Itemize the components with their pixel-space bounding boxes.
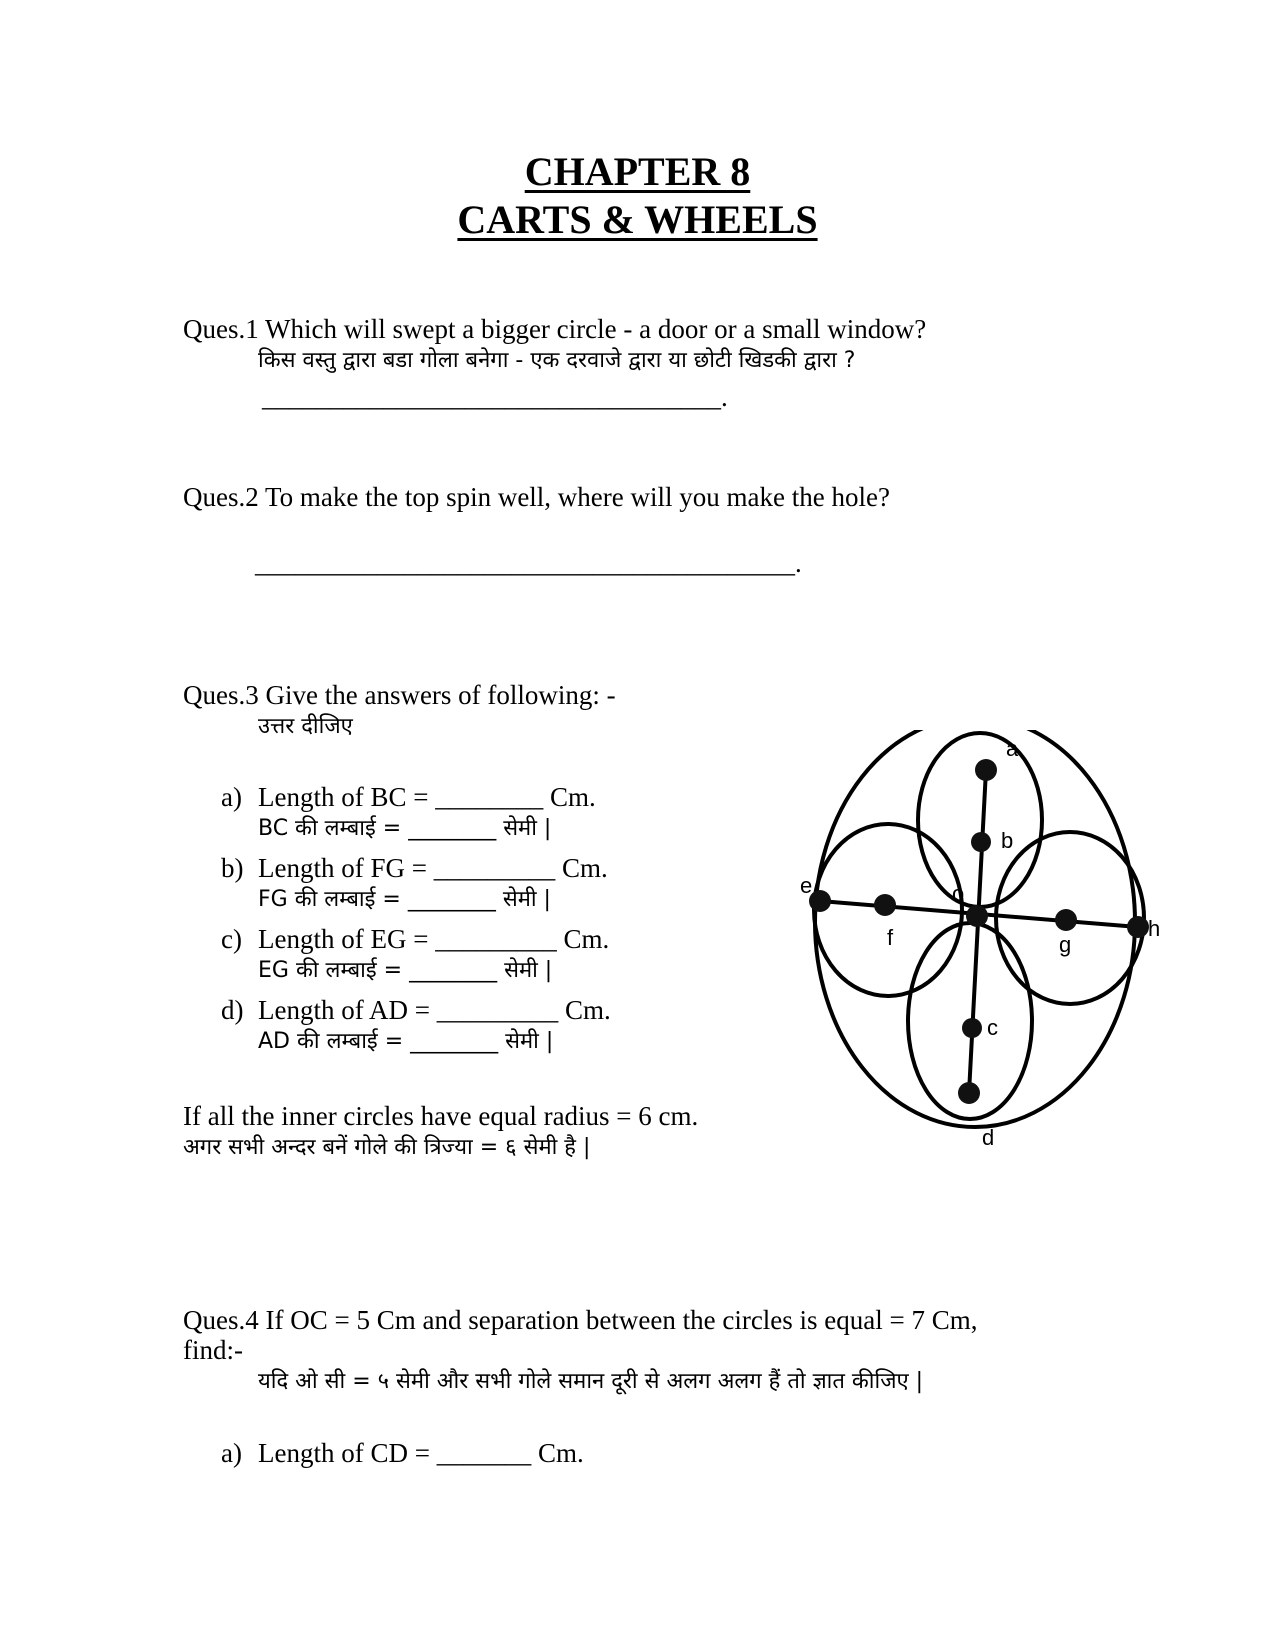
point-a xyxy=(975,759,997,781)
point-f xyxy=(874,894,896,916)
item-d-hindi[interactable]: AD की लम्बाई = ________ सेमी | xyxy=(258,1029,554,1054)
wheel-diagram xyxy=(790,730,1190,1220)
label-d: d xyxy=(982,1125,995,1150)
question-4: Ques.4 If OC = 5 Cm and separation between the circles is equal = 7 Cm, xyxy=(183,1305,978,1335)
item-a-text[interactable]: Length of BC = ________ Cm. xyxy=(258,782,596,812)
label-a: a xyxy=(1006,736,1019,761)
vertical-diameter xyxy=(969,770,986,1093)
q4-item-marker-a: a) xyxy=(221,1438,242,1468)
point-o xyxy=(966,905,988,927)
question-3: Ques.3 Give the answers of following: - xyxy=(183,680,616,710)
chapter-number: CHAPTER 8 xyxy=(524,149,751,194)
answer-line-2[interactable]: ________________________________________. xyxy=(255,548,802,578)
item-marker-c: c) xyxy=(221,924,242,954)
radius-note: If all the inner circles have equal radius = 6 cm. xyxy=(183,1101,699,1131)
label-c: c xyxy=(987,1015,998,1040)
label-b: b xyxy=(1001,828,1014,853)
chapter-title: CARTS & WHEELS xyxy=(457,197,818,242)
item-a-hindi[interactable]: BC की लम्बाई = ________ सेमी | xyxy=(258,816,552,841)
point-c xyxy=(962,1018,982,1038)
question-4-hindi: यदि ओ सी = ५ सेमी और सभी गोले समान दूरी से अलग अलग हैं तो ज्ञात कीजिए | xyxy=(258,1369,924,1394)
label-o: o xyxy=(952,881,965,906)
label-g: g xyxy=(1059,932,1072,957)
item-d-text[interactable]: Length of AD = _________ Cm. xyxy=(258,995,611,1025)
q4-item-a-text[interactable]: Length of CD = _______ Cm. xyxy=(258,1438,584,1468)
question-3-hindi: उत्तर दीजिए xyxy=(258,714,353,739)
item-marker-d: d) xyxy=(221,995,244,1025)
label-f: f xyxy=(887,925,894,950)
question-1: Ques.1 Which will swept a bigger circle - a door or a small window? xyxy=(183,314,927,344)
point-d xyxy=(958,1082,980,1104)
item-c-hindi[interactable]: EG की लम्बाई = ________ सेमी | xyxy=(258,958,553,983)
question-2: Ques.2 To make the top spin well, where will you make the hole? xyxy=(183,482,890,512)
item-marker-b: b) xyxy=(221,853,244,883)
item-c-text[interactable]: Length of EG = _________ Cm. xyxy=(258,924,610,954)
question-4-continued: find:- xyxy=(183,1335,243,1365)
point-h xyxy=(1127,916,1149,938)
radius-note-hindi: अगर सभी अन्दर बनें गोले की त्रिज्या = ६ सेमी है | xyxy=(183,1135,591,1160)
point-g xyxy=(1055,909,1077,931)
label-e: e xyxy=(800,873,813,898)
item-b-text[interactable]: Length of FG = _________ Cm. xyxy=(258,853,608,883)
label-h: h xyxy=(1148,916,1161,941)
answer-line-1[interactable]: __________________________________. xyxy=(262,382,728,412)
question-1-hindi: किस वस्तु द्वारा बडा गोला बनेगा - एक दरवाजे द्वारा या छोटी खिडकी द्वारा ? xyxy=(258,348,856,373)
item-marker-a: a) xyxy=(221,782,242,812)
point-e xyxy=(809,890,831,912)
item-b-hindi[interactable]: FG की लम्बाई = ________ सेमी | xyxy=(258,887,551,912)
outer-circle xyxy=(815,730,1135,1127)
point-b xyxy=(971,832,991,852)
